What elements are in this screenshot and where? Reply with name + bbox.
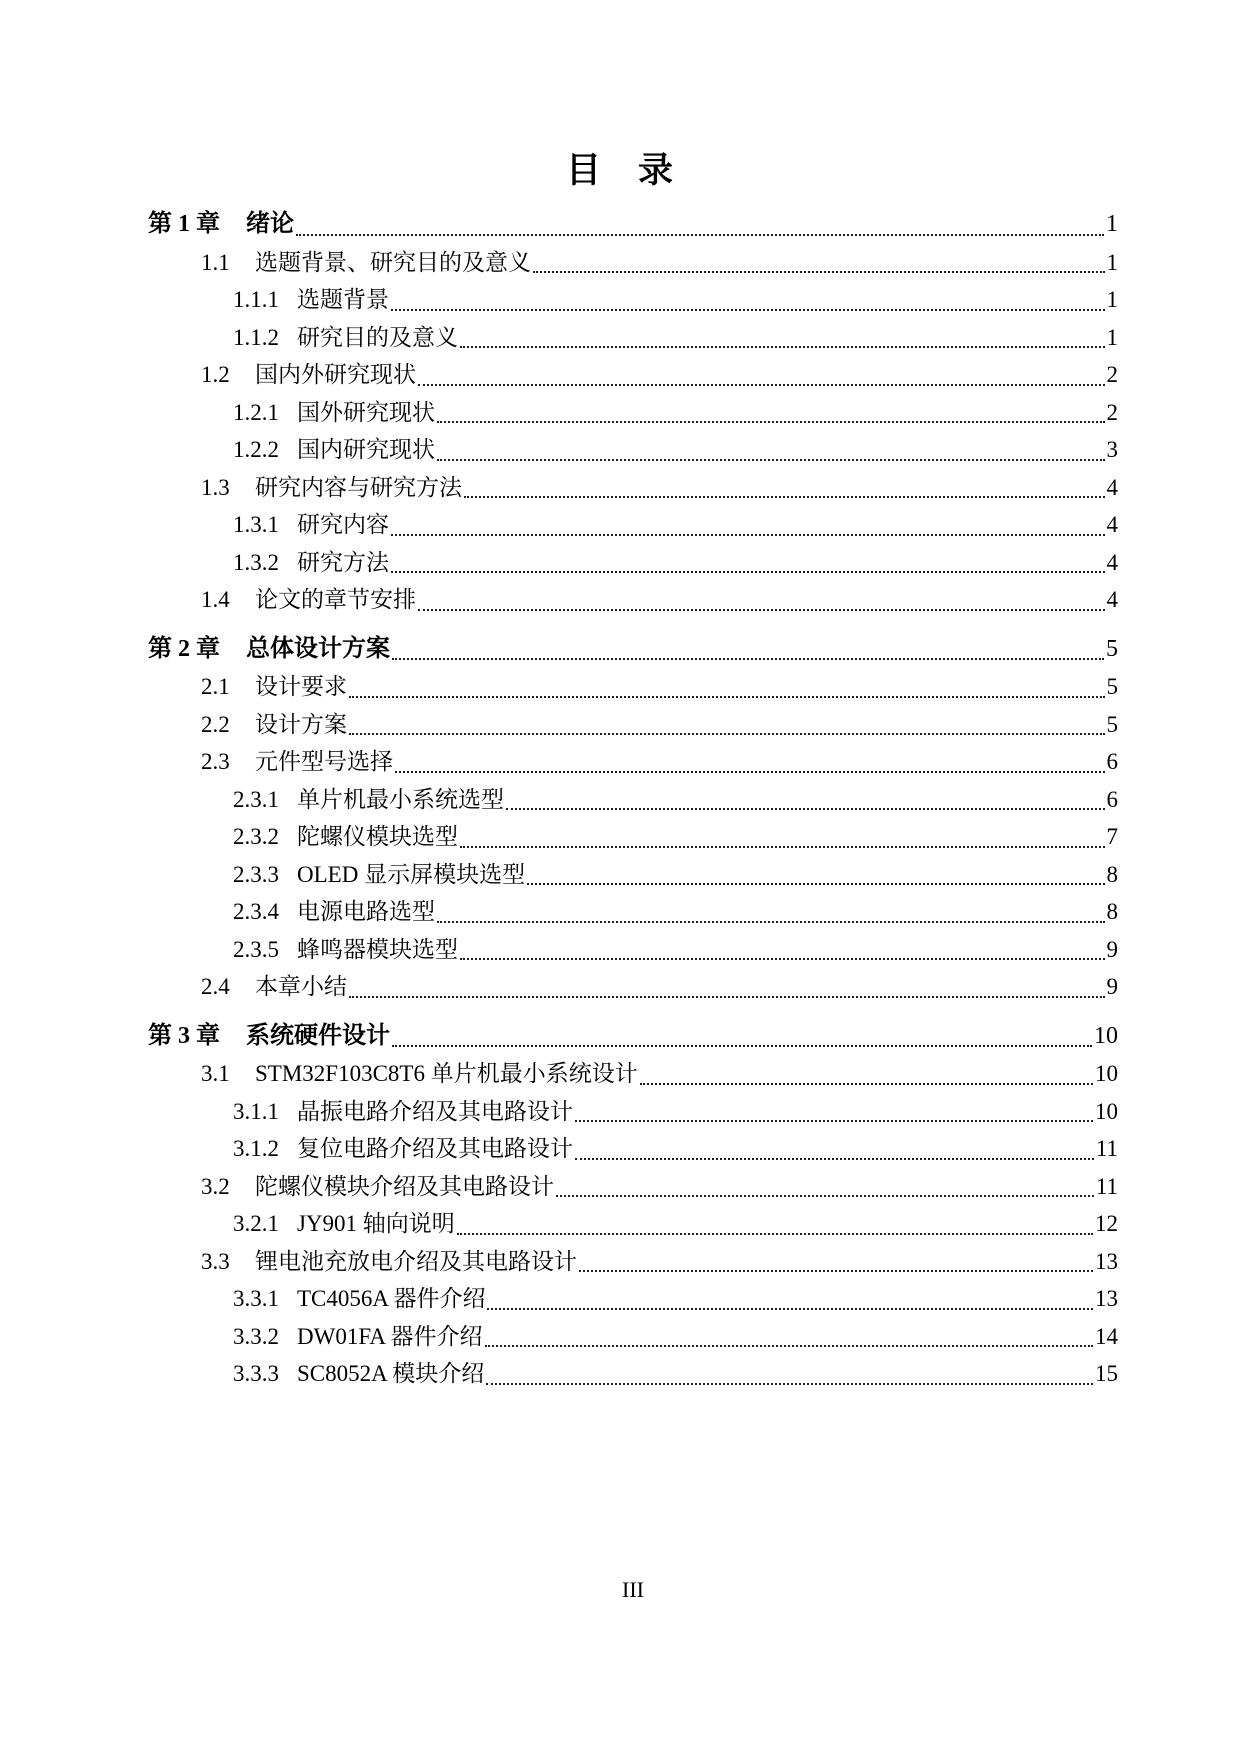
- toc-entry[interactable]: [148, 668, 1118, 706]
- toc-entry-title: 研究方法: [297, 549, 389, 575]
- toc-entry[interactable]: [148, 581, 1118, 619]
- toc-entry-page: 6: [1106, 786, 1118, 812]
- toc-entry[interactable]: [148, 431, 1118, 469]
- toc-entry-title: 系统硬件设计: [246, 1022, 390, 1049]
- toc-entry-page: 5: [1106, 711, 1118, 737]
- toc-entry[interactable]: [148, 469, 1118, 507]
- toc-entry-page: 10: [1094, 1022, 1118, 1049]
- toc-entry[interactable]: [148, 743, 1118, 781]
- toc-entry-title: STM32F103C8T6 单片机最小系统设计: [255, 1061, 638, 1086]
- toc-entry-title: 总体设计方案: [246, 635, 390, 662]
- toc-entry-number: 1.3.2: [233, 549, 279, 575]
- toc-entry-page: 4: [1106, 587, 1118, 612]
- toc-entry-page: 2: [1106, 362, 1118, 387]
- toc-entry-page: 9: [1106, 974, 1118, 999]
- toc-entry-number: 1.1: [201, 249, 230, 275]
- toc-entry-title: 陀螺仪模块介绍及其电路设计: [255, 1173, 554, 1199]
- toc-entry[interactable]: [148, 281, 1118, 319]
- toc-entry-title: 复位电路介绍及其电路设计: [297, 1136, 573, 1161]
- toc-entry[interactable]: [148, 244, 1118, 282]
- toc-entry-page: 6: [1106, 749, 1118, 774]
- toc-entry-page: 4: [1106, 549, 1118, 575]
- toc-entry-title: 电源电路选型: [297, 899, 435, 924]
- toc-entry-number: 2.3.4: [233, 899, 279, 924]
- toc-entry-number: 1.2: [201, 362, 230, 387]
- toc-entry-number: 1.2.2: [233, 437, 279, 462]
- toc-entry-number: 2.3.5: [233, 936, 279, 962]
- toc-entry-number: 第 3 章: [148, 1022, 220, 1049]
- toc-entry-page: 11: [1095, 1136, 1118, 1161]
- toc-entry-number: 1.3: [201, 474, 230, 500]
- toc-entry-number: 1.1.2: [233, 324, 279, 350]
- toc-entry-number: 第 1 章: [148, 211, 220, 237]
- toc-entry-number: 2.3.1: [233, 786, 279, 812]
- toc-entry-page: 10: [1095, 1098, 1118, 1124]
- toc-entry-page: 9: [1106, 936, 1118, 962]
- toc-entry-number: 3.3.3: [233, 1361, 279, 1386]
- toc-entry-page: 4: [1106, 512, 1118, 537]
- toc-entry-title: 元件型号选择: [255, 749, 393, 774]
- toc-entry[interactable]: [148, 931, 1118, 969]
- toc-entry-page: 3: [1106, 437, 1118, 462]
- toc-entry[interactable]: [148, 1243, 1118, 1281]
- toc-entry[interactable]: [148, 1280, 1118, 1318]
- toc-entry-number: 2.3.3: [233, 861, 279, 887]
- toc-entry[interactable]: [148, 544, 1118, 582]
- toc-entry[interactable]: [148, 1205, 1118, 1243]
- toc-entry-title: 论文的章节安排: [255, 587, 416, 612]
- toc-entry[interactable]: [148, 319, 1118, 357]
- toc-entry-title: 单片机最小系统选型: [297, 786, 504, 812]
- toc-entry-number: 2.3: [201, 749, 230, 774]
- toc-entry-title: 研究内容: [297, 512, 389, 537]
- toc-entry-page: 2: [1106, 399, 1118, 425]
- toc-entry-page: 1: [1106, 249, 1118, 275]
- toc-entry[interactable]: [148, 1355, 1118, 1393]
- toc-entry-page: 12: [1095, 1211, 1118, 1236]
- toc-entry[interactable]: [148, 818, 1118, 856]
- toc-entry-page: 1: [1106, 287, 1118, 312]
- toc-entry-page: 8: [1106, 861, 1118, 887]
- toc-entry-page: 5: [1106, 674, 1118, 699]
- toc-entry[interactable]: [148, 631, 1118, 669]
- toc-entry-title: 陀螺仪模块选型: [297, 824, 458, 849]
- toc-entry-number: 2.4: [201, 974, 230, 999]
- toc-entry-page: 14: [1095, 1323, 1118, 1349]
- toc-entry-title: 选题背景: [297, 287, 389, 312]
- toc-entry[interactable]: [148, 1055, 1118, 1093]
- toc-entry[interactable]: [148, 856, 1118, 894]
- toc-entry-title: JY901 轴向说明: [297, 1211, 455, 1236]
- toc-entry-title: 选题背景、研究目的及意义: [255, 249, 531, 275]
- toc-entry-number: 1.1.1: [233, 287, 279, 312]
- toc-entry-title: 设计要求: [255, 674, 347, 699]
- toc-entry-number: 3.1.2: [233, 1136, 279, 1161]
- toc-entry[interactable]: [148, 506, 1118, 544]
- toc-entry-page: 11: [1095, 1173, 1118, 1199]
- toc-entry-number: 3.3: [201, 1248, 230, 1274]
- toc-entry-number: 1.4: [201, 587, 230, 612]
- toc-entry-number: 2.3.2: [233, 824, 279, 849]
- toc-entry-title: OLED 显示屏模块选型: [297, 861, 526, 887]
- toc: [148, 206, 1118, 1393]
- toc-entry[interactable]: [148, 968, 1118, 1006]
- toc-entry-page: 13: [1095, 1286, 1118, 1311]
- toc-entry[interactable]: [148, 1093, 1118, 1131]
- toc-entry[interactable]: [148, 781, 1118, 819]
- toc-entry[interactable]: [148, 893, 1118, 931]
- toc-entry-page: 10: [1095, 1061, 1118, 1086]
- toc-entry-title: 蜂鸣器模块选型: [297, 936, 458, 962]
- toc-entry-title: 设计方案: [255, 711, 347, 737]
- toc-entry-title: 本章小结: [255, 974, 347, 999]
- toc-entry[interactable]: [148, 706, 1118, 744]
- toc-entry-title: 锂电池充放电介绍及其电路设计: [255, 1248, 577, 1274]
- toc-entry-number: 3.1.1: [233, 1098, 279, 1124]
- toc-entry-title: 国外研究现状: [297, 399, 435, 425]
- toc-entry-number: 第 2 章: [148, 635, 220, 662]
- toc-entry[interactable]: [148, 206, 1118, 244]
- toc-entry-number: 2.2: [201, 711, 230, 737]
- toc-entry-number: 1.3.1: [233, 512, 279, 537]
- toc-entry-title: 国内研究现状: [297, 437, 435, 462]
- toc-entry-number: 3.2.1: [233, 1211, 279, 1236]
- toc-entry-number: 2.1: [201, 674, 230, 699]
- toc-entry-page: 15: [1095, 1361, 1118, 1386]
- toc-entry-number: 1.2.1: [233, 399, 279, 425]
- toc-entry-number: 3.1: [201, 1061, 230, 1086]
- toc-entry-title: 国内外研究现状: [255, 362, 416, 387]
- toc-entry-title: 绪论: [246, 211, 294, 237]
- toc-entry[interactable]: [148, 1018, 1118, 1056]
- toc-entry-title: 研究内容与研究方法: [255, 474, 462, 500]
- toc-entry[interactable]: [148, 356, 1118, 394]
- toc-entry-page: 5: [1106, 635, 1118, 662]
- toc-entry-title: TC4056A 器件介绍: [297, 1286, 486, 1311]
- page-footer-number: III: [622, 1577, 644, 1602]
- toc-entry-title: SC8052A 模块介绍: [297, 1361, 485, 1386]
- toc-entry-number: 3.3.2: [233, 1323, 279, 1349]
- toc-entry-number: 3.2: [201, 1173, 230, 1199]
- toc-entry-page: 8: [1106, 899, 1118, 924]
- page-title: 目 录: [565, 151, 674, 190]
- toc-entry-page: 1: [1106, 211, 1118, 237]
- toc-entry[interactable]: [148, 394, 1118, 432]
- toc-entry-page: 1: [1106, 324, 1118, 350]
- toc-entry-number: 3.3.1: [233, 1286, 279, 1311]
- toc-entry[interactable]: [148, 1318, 1118, 1356]
- toc-entry[interactable]: [148, 1130, 1118, 1168]
- toc-entry-title: 晶振电路介绍及其电路设计: [297, 1098, 573, 1124]
- toc-entry-page: 13: [1095, 1248, 1118, 1274]
- toc-entry-title: 研究目的及意义: [297, 324, 458, 350]
- toc-entry[interactable]: [148, 1168, 1118, 1206]
- toc-entry-title: DW01FA 器件介绍: [297, 1323, 483, 1349]
- toc-entry-page: 7: [1106, 824, 1118, 849]
- toc-entry-page: 4: [1106, 474, 1118, 500]
